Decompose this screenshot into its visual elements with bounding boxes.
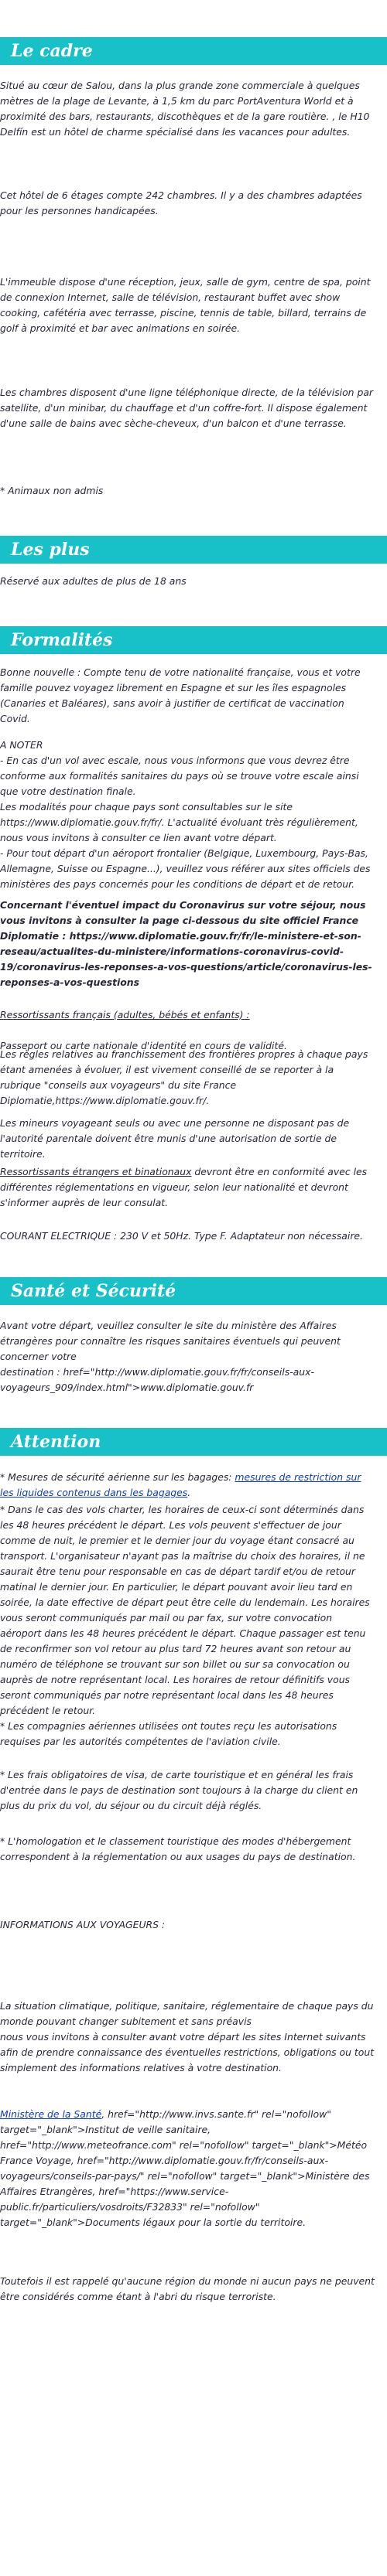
section-header-attention: Attention — [0, 1428, 387, 1456]
formalites-paragraph-minors: Les mineurs voyageant seuls ou avec une personne ne disposant pas de l'autorité parentale doivent être munis d'une autorisation de sortie de territoire. — [0, 1117, 350, 1160]
formalites-paragraph-note: A NOTER - En cas d'un vol avec escale, nous vous informons que vous devrez être conforme aux formalités sanitaires du pays où se trouve votre escale ainsi que votre destination finale. Les modalités pour chaque pays sont consultables sur le site https://www.diplomatie.gouv.fr/fr/. L'actualité évoluant très régulièrement, nous vous invitons à consulter ce lien avant votre départ. - Pour tout départ d'un aéroport frontalier (Belgique, Luxembourg, Pays-Bas, Allemagne, Suisse ou Espagne...), veuillez vous référer aux sites officiels des ministères des pays concernés pour les conditions de départ et de retour. — [0, 739, 371, 890]
formalites-paragraph-foreign-nationals — [0, 1164, 375, 1211]
cadre-paragraph-location: Situé au cœur de Salou, dans la plus grande zone commerciale à quelques mètres de la plage de Levante, à 1,5 km du parc PortAventura World et à proximité des bars, restaurants, discothèques et de la gare routière. , le H10 Delfín est un hôtel de charme spécialisé dans les vacances pour adultes. — [0, 80, 370, 138]
formalites-paragraph-french-nationals — [0, 992, 375, 1054]
cadre-paragraph-pets: * Animaux non admis — [0, 485, 104, 496]
attention-paragraph-situation: La situation climatique, politique, sanitaire, réglementaire de chaque pays du monde pouvant changer subitement et sans préavis nous vous invitons à consulter avant votre départ les sites Internet suivants afin de prendre connaissance des éventuelles restrictions, obligations ou tout simplement des informations relatives à votre destination. — [0, 2000, 375, 2073]
sites-list: , href="http://www.invs.sante.fr" rel="nofollow" target="_blank">Institut de veille sanitaire, href="http://www.meteofrance.com" rel="nofollow" target="_blank">Météo France Voyage, href="http://www.diplomatie.gouv.fr/fr/conseils-aux-voyageurs/conseils-par-pays/" rel="nofollow" target="_blank">Ministère des Affaires Etrangères, href="https://www.service-public.fr/particuliers/vosdroits/F32833" rel="nofollow" target="_blank">Documents légaux pour la sortie du territoire. — [0, 2108, 370, 2228]
french-nationals-body: Passeport ou carte nationale d'identité en cours de validité. — [0, 1040, 287, 1051]
attention-paragraph-info-title: INFORMATIONS AUX VOYAGEURS : — [0, 1919, 166, 1930]
cadre-paragraph-rooms: Cet hôtel de 6 étages compte 242 chambres. Il y a des chambres adaptées pour les personnes handicapées. — [0, 189, 362, 216]
foreign-nationals-body: devront être en conformité avec les différentes réglementations en vigueur, selon leur nationalité et devront s'informer auprès de leur consulat. — [0, 1166, 368, 1208]
attention-paragraph-luggage — [0, 1470, 375, 1501]
cadre-paragraph-facilities: L'immeuble dispose d'une réception, jeux, salle de gym, centre de spa, point de connexion Internet, salle de télévision, restaurant buffet avec show cooking, cafétéria avec terrasse, piscine, tennis de table, billard, terrains de golf à proximité et bar avec animations en soirée. — [0, 276, 371, 334]
formalites-paragraph-border-rules: Les règles relatives au franchissement des frontières propres à chaque pays étant amenées à évoluer, il est vivement conseillé de se reporter à la rubrique "conseils aux voyageurs" du site France Diplomatie,https://www.diplomatie.gouv.fr/. — [0, 1048, 368, 1106]
plus-paragraph-adults: Réservé aux adultes de plus de 18 ans — [0, 575, 187, 587]
ministere-sante-link[interactable]: Ministère de la Santé — [0, 2108, 102, 2120]
attention-paragraph-terrorism: Toutefois il est rappelé qu'aucune région du monde ni aucun pays ne peuvent être considérés comme étant à l'abri du risque terroriste. — [0, 2275, 375, 2302]
formalites-paragraph-coronavirus: Concernant l'éventuel impact du Coronavirus sur votre séjour, nous vous invitons à consulter la page ci-dessous du site officiel France Diplomatie : https://www.diplomatie.gouv.fr/fr/le-ministere-et-son-reseau/actualites-du-ministere/informations-coronavirus-covid-19/coronavirus-les-reponses-a-vos-questions/article/coronavirus-les-reponses-a-vos-questions — [0, 899, 372, 988]
french-nationals-title: Ressortissants français (adultes, bébés et enfants) : — [0, 1009, 250, 1021]
attention-paragraph-sites — [0, 2107, 375, 2230]
attention-paragraph-visa-fees: * Les frais obligatoires de visa, de carte touristique et en général les frais d'entrée dans le pays de destination sont toujours à la charge du client en plus du prix du vol, du séjour ou du circuit déjà réglés. — [0, 1769, 358, 1811]
cadre-paragraph-room-equipment: Les chambres disposent d'une ligne téléphonique directe, de la télévision par satellite, d'un minibar, du chauffage et d'un coffre-fort. Il dispose également d'une salle de bains avec sèche-cheveux, d'un balcon et d'une terrasse. — [0, 387, 374, 429]
section-header-cadre: Le cadre — [0, 37, 387, 65]
section-header-formalites: Formalités — [0, 626, 387, 654]
attention-paragraph-charter: * Dans le cas des vols charter, les horaires de ceux-ci sont déterminés dans les 48 heures précédent le départ. Les vols peuvent s'effectuer de jour comme de nuit, le premier et le dernier jour du voyage étant consacré au transport. L'organisateur n'ayant pas la maîtrise du choix des horaires, il ne saurait être tenu pour responsable en cas de départ tardif et/ou de retour matinal le dernier jour. En particulier, le départ pouvant avoir lieu tard en soirée, la date effective de départ peut être celle du lendemain. Les horaires vous seront communiqués par mail ou par fax, sur votre convocation aéroport dans les 48 heures précédent le départ. Chaque passager est tenu de reconfirmer son vol retour au plus tard 72 heures avant son retour au numéro de téléphone se trouvant sur son billet ou sur sa convocation ou auprès de notre représentant local. Les horaires de retour définitifs vous seront communiqués par notre représentant local dans les 48 heures précédent le retour. * Les compagnies aériennes utilisées ont toutes reçu les autorisations requises par les autorités compétentes de l'aviation civile. — [0, 1504, 370, 1747]
luggage-prefix: * Mesures de sécurité aérienne sur les bagages: — [0, 1471, 235, 1483]
sante-paragraph-ministry: Avant votre départ, veuillez consulter le site du ministère des Affaires étrangères pour connaître les risques sanitaires éventuels qui peuvent concerner votre destination : href="http://www.diplomatie.gouv.fr/fr/conseils-aux-voyageurs_909/index.html">www.diplomatie.gouv.fr — [0, 1320, 341, 1393]
section-header-sante: Santé et Sécurité — [0, 1277, 387, 1305]
formalites-paragraph-electric: COURANT ELECTRIQUE : 230 V et 50Hz. Type F. Adaptateur non nécessaire. — [0, 1230, 363, 1242]
attention-paragraph-homologation: * L'homologation et le classement touristique des modes d'hébergement correspondent à la réglementation ou aux usages du pays de destination. — [0, 1835, 356, 1862]
foreign-nationals-title: Ressortissants étrangers et binationaux — [0, 1166, 192, 1177]
formalites-paragraph-good-news: Bonne nouvelle : Compte tenu de votre nationalité française, vous et votre famille pouvez voyagez librement en Espagne et sur les îles espagnoles (Canaries et Baléares), sans avoir à justifier de certificat de vaccination Covid. — [0, 666, 361, 724]
liquids-restriction-link[interactable]: mesures de restriction sur les liquides contenus dans les bagages — [0, 1471, 361, 1498]
luggage-suffix: . — [187, 1487, 191, 1498]
section-header-plus: Les plus — [0, 536, 387, 564]
